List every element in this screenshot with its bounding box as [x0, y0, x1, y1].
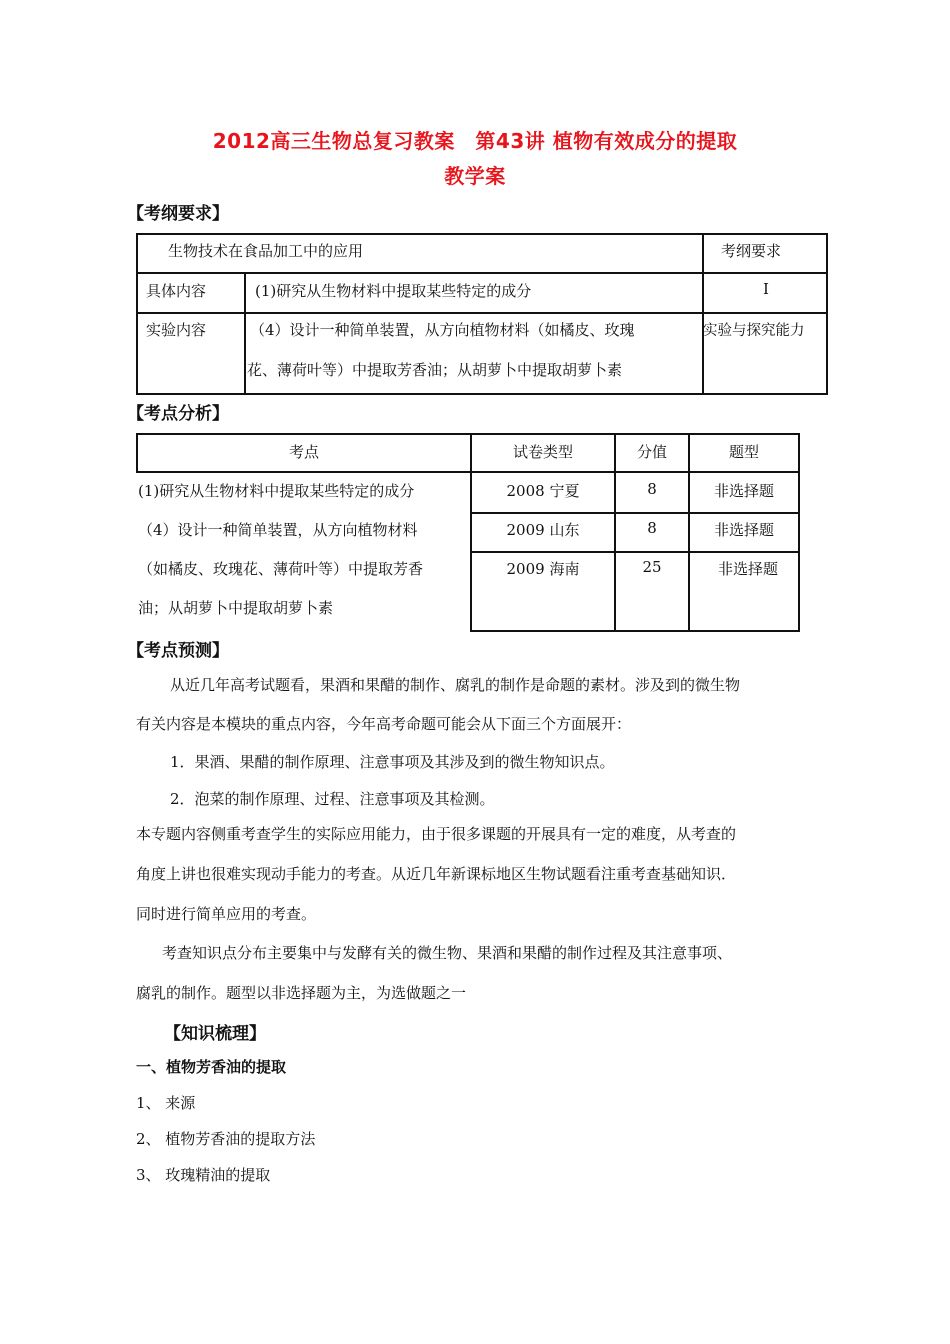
- exam-row3-type: 非选择题: [717, 560, 778, 578]
- forecast-p2-line1: 本专题内容侧重考查学生的实际应用能力，由于很多课题的开展具有一定的难度，从考查的: [136, 825, 737, 843]
- forecast-p1-line2: 有关内容是本模块的重点内容，今年高考命题可能会从下面三个方面展开：: [136, 715, 632, 733]
- exam-table-header-paper: 试卷类型: [512, 443, 573, 461]
- forecast-p1-line1: 从近几年高考试题看，果酒和果醋的制作、腐乳的制作是命题的素材。涉及到的微生物: [170, 676, 741, 694]
- knowledge-heading: 一、植物芳香油的提取: [136, 1058, 287, 1076]
- forecast-p3-line2: 腐乳的制作。题型以非选择题为主，为选做题之一: [136, 984, 467, 1002]
- exam-kaodian-line4: 油；从胡萝卜中提取胡萝卜素: [138, 599, 334, 617]
- exam-table-header-kaodian: 考点: [288, 443, 319, 461]
- syllabus-row2-content-line1: （4）设计一种简单装置，从方向植物材料（如橘皮、玫瑰: [250, 321, 635, 339]
- exam-row3-score: 25: [642, 558, 662, 576]
- forecast-p2-line3: 同时进行简单应用的考查。: [136, 905, 317, 923]
- exam-row3-paper: 2009 海南: [506, 560, 580, 578]
- section-heading-kaodian-fenxi: 【考点分析】: [127, 404, 229, 424]
- syllabus-row2-requirement: 实验与探究能力: [703, 323, 805, 339]
- section-heading-zhishi: 【知识梳理】: [164, 1024, 266, 1044]
- section-heading-kaogang: 【考纲要求】: [127, 204, 229, 224]
- exam-row2-type: 非选择题: [713, 521, 774, 539]
- exam-table-header-type: 题型: [728, 443, 759, 461]
- syllabus-row1-requirement: Ⅰ: [763, 280, 769, 298]
- exam-kaodian-line1: (1)研究从生物材料中提取某些特定的成分: [138, 482, 415, 500]
- syllabus-row1-label: 具体内容: [146, 282, 207, 300]
- forecast-item-1: 1．果酒、果醋的制作原理、注意事项及其涉及到的微生物知识点。: [170, 753, 615, 771]
- exam-row1-type: 非选择题: [713, 482, 774, 500]
- exam-row2-score: 8: [647, 519, 657, 537]
- exam-row1-score: 8: [647, 480, 657, 498]
- knowledge-item-3: 3、 玫瑰精油的提取: [136, 1166, 271, 1184]
- document-title-line1: 2012高三生物总复习教案 第43讲 植物有效成分的提取: [212, 129, 738, 153]
- forecast-p2-line2: 角度上讲也很难实现动手能力的考查。从近几年新课标地区生物试题看注重考查基础知识．: [136, 865, 737, 883]
- exam-table-header-score: 分值: [636, 443, 667, 461]
- exam-row1-paper: 2008 宁夏: [506, 482, 580, 500]
- syllabus-row2-content-line2: 花、薄荷叶等）中提取芳香油；从胡萝卜中提取胡萝卜素: [247, 361, 623, 379]
- exam-row2-paper: 2009 山东: [506, 521, 580, 539]
- section-heading-kaodian-yuce: 【考点预测】: [127, 641, 229, 661]
- syllabus-header-requirement: 考纲要求: [721, 242, 782, 260]
- syllabus-row1-content: (1)研究从生物材料中提取某些特定的成分: [255, 282, 532, 300]
- exam-kaodian-line2: （4）设计一种简单装置，从方向植物材料: [138, 521, 418, 539]
- syllabus-row2-label: 实验内容: [146, 321, 207, 339]
- forecast-p3-line1: 考查知识点分布主要集中与发酵有关的微生物、果酒和果醋的制作过程及其注意事项、: [162, 944, 733, 962]
- document-title-line2: 教学案: [444, 164, 506, 188]
- syllabus-header-topic: 生物技术在食品加工中的应用: [168, 242, 364, 260]
- forecast-item-2: 2．泡菜的制作原理、过程、注意事项及其检测。: [170, 790, 495, 808]
- exam-kaodian-line3: （如橘皮、玫瑰花、薄荷叶等）中提取芳香: [138, 560, 424, 578]
- knowledge-item-2: 2、 植物芳香油的提取方法: [136, 1130, 316, 1148]
- knowledge-item-1: 1、 来源: [136, 1094, 196, 1112]
